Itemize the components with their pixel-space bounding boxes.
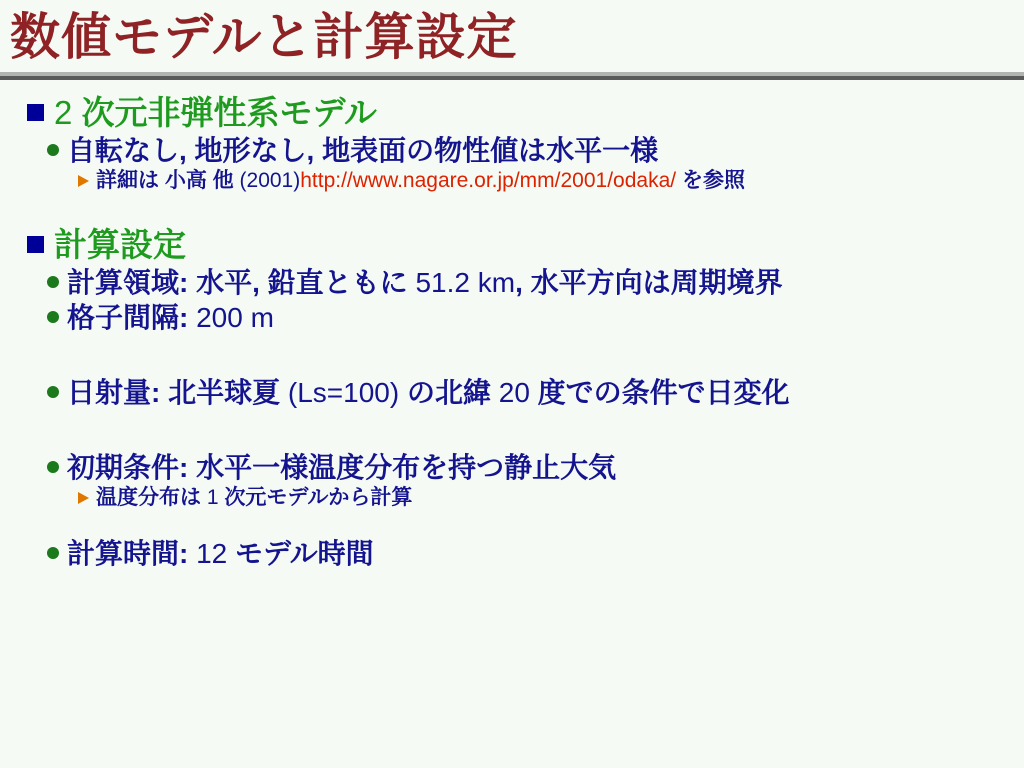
- bullet-item: [0, 537, 1024, 570]
- text-segment: 度での条件で日変化: [529, 377, 790, 408]
- bullet-text: [67, 301, 274, 334]
- bullet-text: [96, 168, 745, 194]
- bullet-item: [0, 485, 1024, 511]
- bullet-text: [67, 266, 783, 299]
- text-segment: 2: [54, 94, 82, 131]
- bullet-text: [67, 451, 616, 484]
- section-heading: [0, 226, 1024, 264]
- text-segment: 詳細は 小高 他: [96, 169, 240, 192]
- text-segment: 200 m: [196, 302, 274, 333]
- bullet-text: [67, 376, 790, 409]
- text-segment: 次元モデルから計算: [218, 486, 413, 509]
- bullet-text: [67, 134, 658, 167]
- square-bullet-icon: [27, 236, 44, 253]
- bullet-item: [0, 376, 1024, 409]
- text-segment: 初期条件: 水平一様温度分布を持つ静止大気: [67, 452, 617, 483]
- triangle-bullet-icon: [78, 175, 89, 187]
- disc-bullet-icon: [47, 386, 59, 398]
- text-segment: 計算領域: 水平, 鉛直ともに: [67, 267, 416, 298]
- text-segment: 計算設定: [54, 226, 186, 263]
- bullet-item: [0, 266, 1024, 299]
- bullet-text: [96, 485, 412, 511]
- text-segment: , 水平方向は周期境界: [515, 267, 783, 298]
- text-segment: を参照: [676, 169, 745, 192]
- text-segment: 12: [196, 538, 228, 569]
- text-segment: (2001): [239, 169, 301, 192]
- text-segment: 計算時間:: [67, 538, 197, 569]
- disc-bullet-icon: [47, 547, 59, 559]
- text-segment: モデル時間: [227, 538, 374, 569]
- text-segment: 日射量: 北半球夏: [67, 377, 288, 408]
- text-segment: 1: [206, 486, 219, 509]
- text-segment: 次元非弾性系モデル: [81, 94, 377, 131]
- bullet-item: [0, 451, 1024, 484]
- disc-bullet-icon: [47, 311, 59, 323]
- disc-bullet-icon: [47, 276, 59, 288]
- section-heading-text: [54, 94, 377, 132]
- section-heading: [0, 94, 1024, 132]
- section: [0, 226, 1024, 570]
- triangle-bullet-icon: [78, 492, 89, 504]
- text-segment: (Ls=100): [287, 377, 400, 408]
- section-heading-text: [54, 226, 186, 264]
- text-segment: の北緯: [399, 377, 499, 408]
- disc-bullet-icon: [47, 461, 59, 473]
- text-segment: 20: [498, 377, 530, 408]
- disc-bullet-icon: [47, 144, 59, 156]
- bullet-item: [0, 301, 1024, 334]
- square-bullet-icon: [27, 104, 44, 121]
- odaka-url-link[interactable]: http://www.nagare.or.jp/mm/2001/odaka/: [300, 169, 677, 192]
- text-segment: 自転なし, 地形なし, 地表面の物性値は水平一様: [67, 135, 659, 166]
- text-segment: 温度分布は: [96, 486, 207, 509]
- bullet-text: [67, 537, 374, 570]
- section: [0, 94, 1024, 194]
- bullet-item: [0, 134, 1024, 167]
- text-segment: 51.2 km: [415, 267, 516, 298]
- bullet-item: [0, 168, 1024, 194]
- slide-title: 数値モデルと計算設定: [10, 9, 518, 65]
- text-segment: 格子間隔:: [67, 302, 197, 333]
- slide-body: [0, 94, 1024, 570]
- title-rule: [0, 72, 1024, 80]
